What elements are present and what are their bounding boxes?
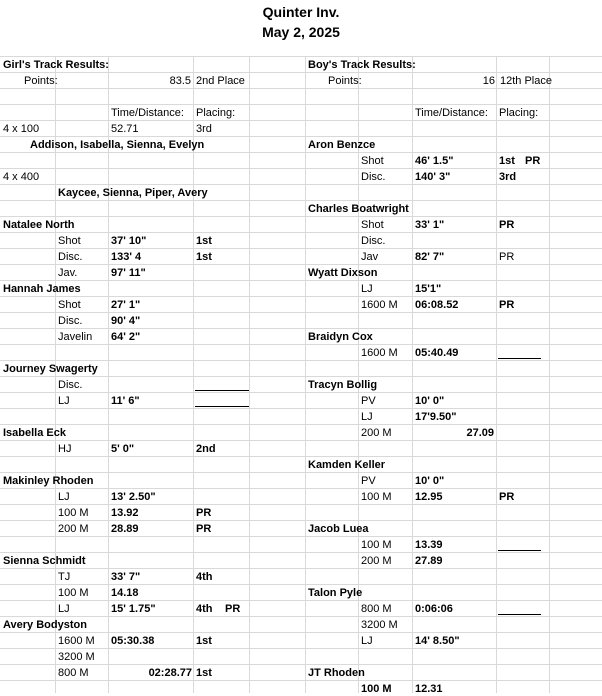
event-mark: 12.95 bbox=[415, 491, 443, 503]
relay-4x100-runners: Addison, Isabella, Sienna, Evelyn bbox=[30, 139, 205, 151]
event-place: PR bbox=[196, 507, 212, 519]
event-label: Javelin bbox=[58, 331, 93, 343]
event-label: LJ bbox=[361, 283, 373, 295]
athlete-name: Talon Pyle bbox=[308, 587, 363, 599]
event-label: PV bbox=[361, 475, 376, 487]
relay-4x100-place: 3rd bbox=[196, 123, 212, 135]
event-label: Disc. bbox=[58, 379, 83, 391]
event-label: 800 M bbox=[58, 667, 89, 679]
event-place: 4th bbox=[196, 603, 213, 615]
athlete-name: Sienna Schmidt bbox=[3, 555, 86, 567]
blank-place-line bbox=[195, 406, 249, 407]
event-label: PV bbox=[361, 395, 376, 407]
athlete-name: JT Rhoden bbox=[308, 667, 365, 679]
event-label: Shot bbox=[361, 219, 384, 231]
girls-points: 83.5 bbox=[169, 75, 191, 87]
event-label: Disc. bbox=[58, 251, 83, 263]
event-mark: 37' 10" bbox=[111, 235, 147, 247]
event-place: 2nd bbox=[196, 443, 216, 455]
event-mark: 27.89 bbox=[415, 555, 443, 567]
boys-points-label: Points: bbox=[328, 75, 362, 87]
event-label: 1600 M bbox=[361, 347, 398, 359]
event-mark: 33' 7" bbox=[111, 571, 141, 583]
event-label: 200 M bbox=[58, 523, 89, 535]
event-mark: 46' 1.5" bbox=[415, 155, 454, 167]
event-mark: 10' 0" bbox=[415, 475, 445, 487]
event-mark: 82' 7" bbox=[415, 251, 445, 263]
relay-4x400-event: 4 x 400 bbox=[3, 171, 40, 183]
event-mark: 33' 1" bbox=[415, 219, 445, 231]
girls-heading: Girl's Track Results: bbox=[3, 59, 109, 71]
athlete-name: Jacob Luea bbox=[308, 523, 369, 535]
event-label: 200 M bbox=[361, 555, 392, 567]
event-label: Shot bbox=[58, 299, 81, 311]
event-place: PR bbox=[499, 251, 515, 263]
event-label: 800 M bbox=[361, 603, 392, 615]
event-mark: 05:30.38 bbox=[111, 635, 155, 647]
event-label: Disc. bbox=[361, 235, 386, 247]
event-label: 100 M bbox=[58, 587, 89, 599]
event-mark: 97' 11" bbox=[111, 267, 146, 279]
event-label: LJ bbox=[58, 395, 70, 407]
athlete-name: Natalee North bbox=[3, 219, 75, 231]
athlete-name: Wyatt Dixson bbox=[308, 267, 378, 279]
event-mark: 10' 0" bbox=[415, 395, 445, 407]
event-mark: 05:40.49 bbox=[415, 347, 459, 359]
event-label: 3200 M bbox=[58, 651, 95, 663]
athlete-name: Hannah James bbox=[3, 283, 81, 295]
event-label: LJ bbox=[361, 635, 373, 647]
girls-team-place: 2nd Place bbox=[196, 75, 245, 87]
event-place: PR bbox=[499, 491, 515, 503]
event-mark: 27' 1" bbox=[111, 299, 141, 311]
event-pr: PR bbox=[225, 603, 241, 615]
event-mark: 12.31 bbox=[415, 683, 443, 695]
event-mark: 14.18 bbox=[111, 587, 139, 599]
relay-4x400-runners: Kaycee, Sienna, Piper, Avery bbox=[58, 187, 208, 199]
event-mark: 5' 0" bbox=[111, 443, 135, 455]
event-mark: 13.39 bbox=[415, 539, 443, 551]
event-place: PR bbox=[499, 299, 515, 311]
relay-4x100-mark: 52.71 bbox=[111, 123, 139, 135]
event-place: 4th bbox=[196, 571, 213, 583]
page-title: Quinter Inv. bbox=[262, 4, 340, 20]
event-place: 1st bbox=[196, 635, 212, 647]
event-mark: 15' 1.75" bbox=[111, 603, 156, 615]
event-mark: 15'1" bbox=[415, 283, 442, 295]
event-mark: 27.09 bbox=[466, 427, 494, 439]
event-label: 1600 M bbox=[361, 299, 398, 311]
event-label: Jav. bbox=[58, 267, 78, 279]
event-mark: 64' 2" bbox=[111, 331, 141, 343]
event-label: 100 M bbox=[361, 539, 392, 551]
event-mark: 140' 3" bbox=[415, 171, 451, 183]
boys-points: 16 bbox=[482, 75, 495, 87]
blank-place-line bbox=[195, 390, 249, 391]
relay-4x100-event: 4 x 100 bbox=[3, 123, 40, 135]
event-label: 200 M bbox=[361, 427, 392, 439]
event-label: LJ bbox=[58, 491, 70, 503]
event-mark: 13' 2.50" bbox=[111, 491, 156, 503]
event-label: Shot bbox=[58, 235, 81, 247]
event-label: 3200 M bbox=[361, 619, 398, 631]
event-mark: 0:06:06 bbox=[415, 603, 453, 615]
event-mark: 13.92 bbox=[111, 507, 139, 519]
athlete-name: Kamden Keller bbox=[308, 459, 386, 471]
event-label: 1600 M bbox=[58, 635, 95, 647]
event-label: Shot bbox=[361, 155, 384, 167]
blank-place-line bbox=[498, 614, 541, 615]
event-label: Disc. bbox=[58, 315, 83, 327]
event-place: PR bbox=[499, 219, 515, 231]
page-date: May 2, 2025 bbox=[262, 24, 340, 40]
event-mark: 133' 4 bbox=[111, 251, 142, 263]
athlete-name: Avery Bodyston bbox=[3, 619, 87, 631]
boys-col-time: Time/Distance: bbox=[415, 107, 488, 119]
athlete-name: Tracyn Bollig bbox=[308, 379, 378, 391]
event-mark: 17'9.50" bbox=[415, 411, 457, 423]
event-label: LJ bbox=[361, 411, 373, 423]
event-mark: 11' 6" bbox=[111, 395, 140, 407]
event-place: 3rd bbox=[499, 171, 517, 183]
event-label: LJ bbox=[58, 603, 70, 615]
event-place: 1st bbox=[196, 667, 212, 679]
athlete-name: Aron Benzce bbox=[308, 139, 376, 151]
event-label: TJ bbox=[58, 571, 71, 583]
athlete-name: Braidyn Cox bbox=[308, 331, 373, 343]
event-label: 100 M bbox=[361, 683, 392, 695]
event-label: Jav bbox=[361, 251, 379, 263]
boys-col-place: Placing: bbox=[499, 107, 539, 119]
event-place: PR bbox=[196, 523, 212, 535]
girls-col-place: Placing: bbox=[196, 107, 236, 119]
girls-col-time: Time/Distance: bbox=[111, 107, 184, 119]
blank-place-line bbox=[498, 358, 541, 359]
athlete-name: Charles Boatwright bbox=[308, 203, 409, 215]
boys-team-place: 12th Place bbox=[500, 75, 552, 87]
event-place: 1st bbox=[196, 235, 212, 247]
athlete-name: Journey Swagerty bbox=[3, 363, 98, 375]
girls-points-label: Points: bbox=[24, 75, 58, 87]
event-mark: 06:08.52 bbox=[415, 299, 459, 311]
athlete-name: Makinley Rhoden bbox=[3, 475, 94, 487]
event-place: 1st bbox=[499, 155, 515, 167]
event-place: 1st bbox=[196, 251, 212, 263]
event-label: HJ bbox=[58, 443, 72, 455]
boys-heading: Boy's Track Results: bbox=[308, 59, 416, 71]
event-mark: 28.89 bbox=[111, 523, 139, 535]
blank-place-line bbox=[498, 550, 541, 551]
event-label: 100 M bbox=[58, 507, 89, 519]
event-mark: 02:28.77 bbox=[148, 667, 192, 679]
athlete-name: Isabella Eck bbox=[3, 427, 66, 439]
event-pr: PR bbox=[525, 155, 541, 167]
event-mark: 90' 4" bbox=[111, 315, 141, 327]
event-mark: 14' 8.50" bbox=[415, 635, 460, 647]
event-label: Disc. bbox=[361, 171, 386, 183]
event-label: 100 M bbox=[361, 491, 392, 503]
